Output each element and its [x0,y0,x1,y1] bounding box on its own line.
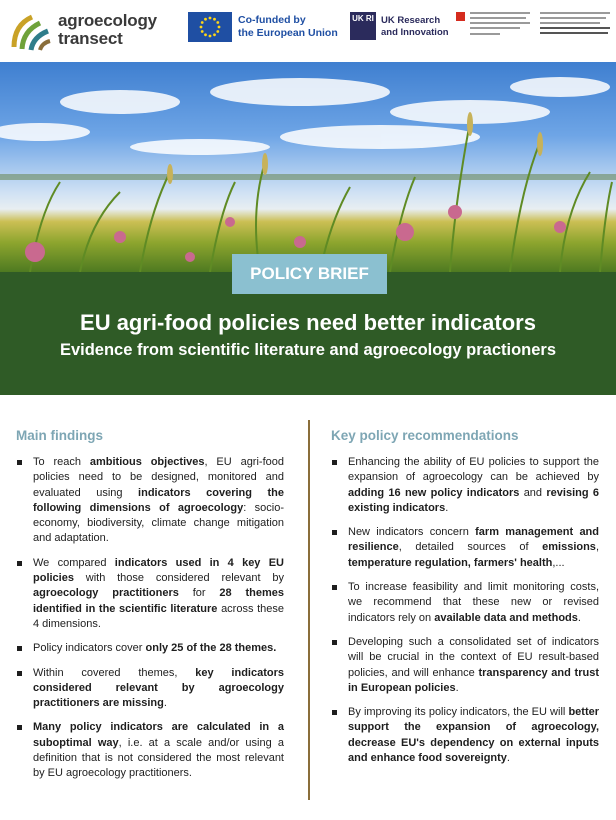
ukri-line-1: UK Research [381,15,441,26]
text: New indicators concern [348,526,476,539]
recommendations-list [331,455,599,766]
ukri-text [381,15,449,39]
text: To increase feasibility and limit monitoring costs, we recommend that these new or revised indicators rely on [348,581,599,624]
bullet-item [16,720,284,781]
page-subtitle: Evidence from scientific literature and agroecology practioners [59,341,557,359]
bold-text: temperature regulation, farmers' health [348,556,553,569]
ukri-line-2: and Innovation [381,27,449,38]
bold-text: emissions [542,541,596,554]
column-divider [308,420,310,800]
page-title: EU agri-food policies need better indicators [80,310,536,335]
swiss-flag-icon [456,12,465,21]
bullet-item [16,556,284,632]
policy-brief-badge: POLICY BRIEF [232,254,387,294]
eu-flag-icon [188,12,232,42]
eu-cofunded-logo [188,12,338,44]
bold-text: revising 6 existing indicators [348,486,600,514]
bold-text: indicators used in 4 key EU policies [33,556,284,585]
leaf-logo-icon [10,11,52,51]
text: , i.e. at a scale and/or using a definition that is not considered the most relevant by EU agroecology practitioners. [33,736,284,780]
text: We compared [33,556,115,569]
bold-text: available data and methods [434,611,578,624]
bold-text: key indicators considered relevant by agroecology practitioners are missing [33,666,284,710]
bullet-item [331,455,599,516]
hero-meadow-photo [0,62,616,272]
bold-text: transparency and trust in European policies [348,666,599,694]
text: Policy indicators cover [33,642,146,655]
bullet-item [16,666,284,712]
bold-text: better support the expansion of agroecology, decrease EU's dependency on external inputs and enhance food sovereignty [348,706,599,765]
bold-text: Many policy indicators are calculated in a suboptimal way [33,721,284,749]
bullet-item [331,525,599,571]
text: with those considered relevant by [73,572,284,585]
brand-line-2: transect [58,29,123,48]
eu-cofunded-text [238,14,338,40]
text: , [595,541,599,554]
sefri-logo-fineprint [540,12,612,37]
meadow-illustration [0,62,616,272]
bold-text: indicators covering the following dimensions of agroecology [33,486,284,514]
text: . [506,752,510,765]
main-findings-list [16,455,284,782]
eu-line-2: the European Union [238,27,338,39]
main-findings-section [16,428,284,791]
text: To reach [33,456,90,468]
text: for [178,587,220,600]
eu-line-1: Co-funded by [238,14,306,26]
bullet-item [331,705,599,766]
text: : socio-economy, biodiversity, climate change mitigation and adaptation. [33,501,284,545]
swiss-confederation-fineprint [470,12,534,38]
brand-line-1: agroecology [58,11,157,30]
bullet-item [16,455,284,547]
text: ,... [552,556,565,569]
header-logo-bar [0,0,616,62]
text: Developing such a consolidated set of indicators will be crucial in the context of EU result-based policies, and will enhance [348,635,599,679]
recommendations-section [331,428,599,775]
text: By improving its policy indicators, the EU will [348,706,569,719]
bold-text: only 25 of the 28 themes. [145,642,277,655]
text: Within covered themes, [33,666,196,679]
bold-text: 28 themes identified in the scientific literature [33,587,284,615]
agroecology-transect-logo [10,9,180,53]
text: , detailed sources of [398,541,543,554]
text: , EU agri-food policies need to be designed, monitored and evaluated using [33,456,284,499]
bold-text: farm management and resilience [348,526,599,554]
brand-name [58,12,157,48]
text: . [163,697,167,710]
recommendations-heading: Key policy recommendations [331,428,519,443]
text: across these 4 dimensions. [33,602,284,630]
main-findings-heading: Main findings [16,428,103,443]
text: . [577,611,581,624]
bullet-item [16,641,284,656]
bold-text: agroecology practitioners [33,587,179,600]
text: and [519,486,547,499]
text: . [455,681,459,694]
swiss-confederation-logo [456,12,536,52]
ukri-logo [350,12,450,44]
bullet-item [331,635,599,696]
bold-text: adding 16 new policy indicators [348,486,520,499]
ukri-mark-icon: UK RI [350,12,376,40]
bold-text: ambitious objectives [89,456,205,468]
text: Enhancing the ability of EU policies to support the expansion of agroecology can be achieved by [348,456,599,484]
bullet-item [331,580,599,626]
text: . [445,501,449,514]
